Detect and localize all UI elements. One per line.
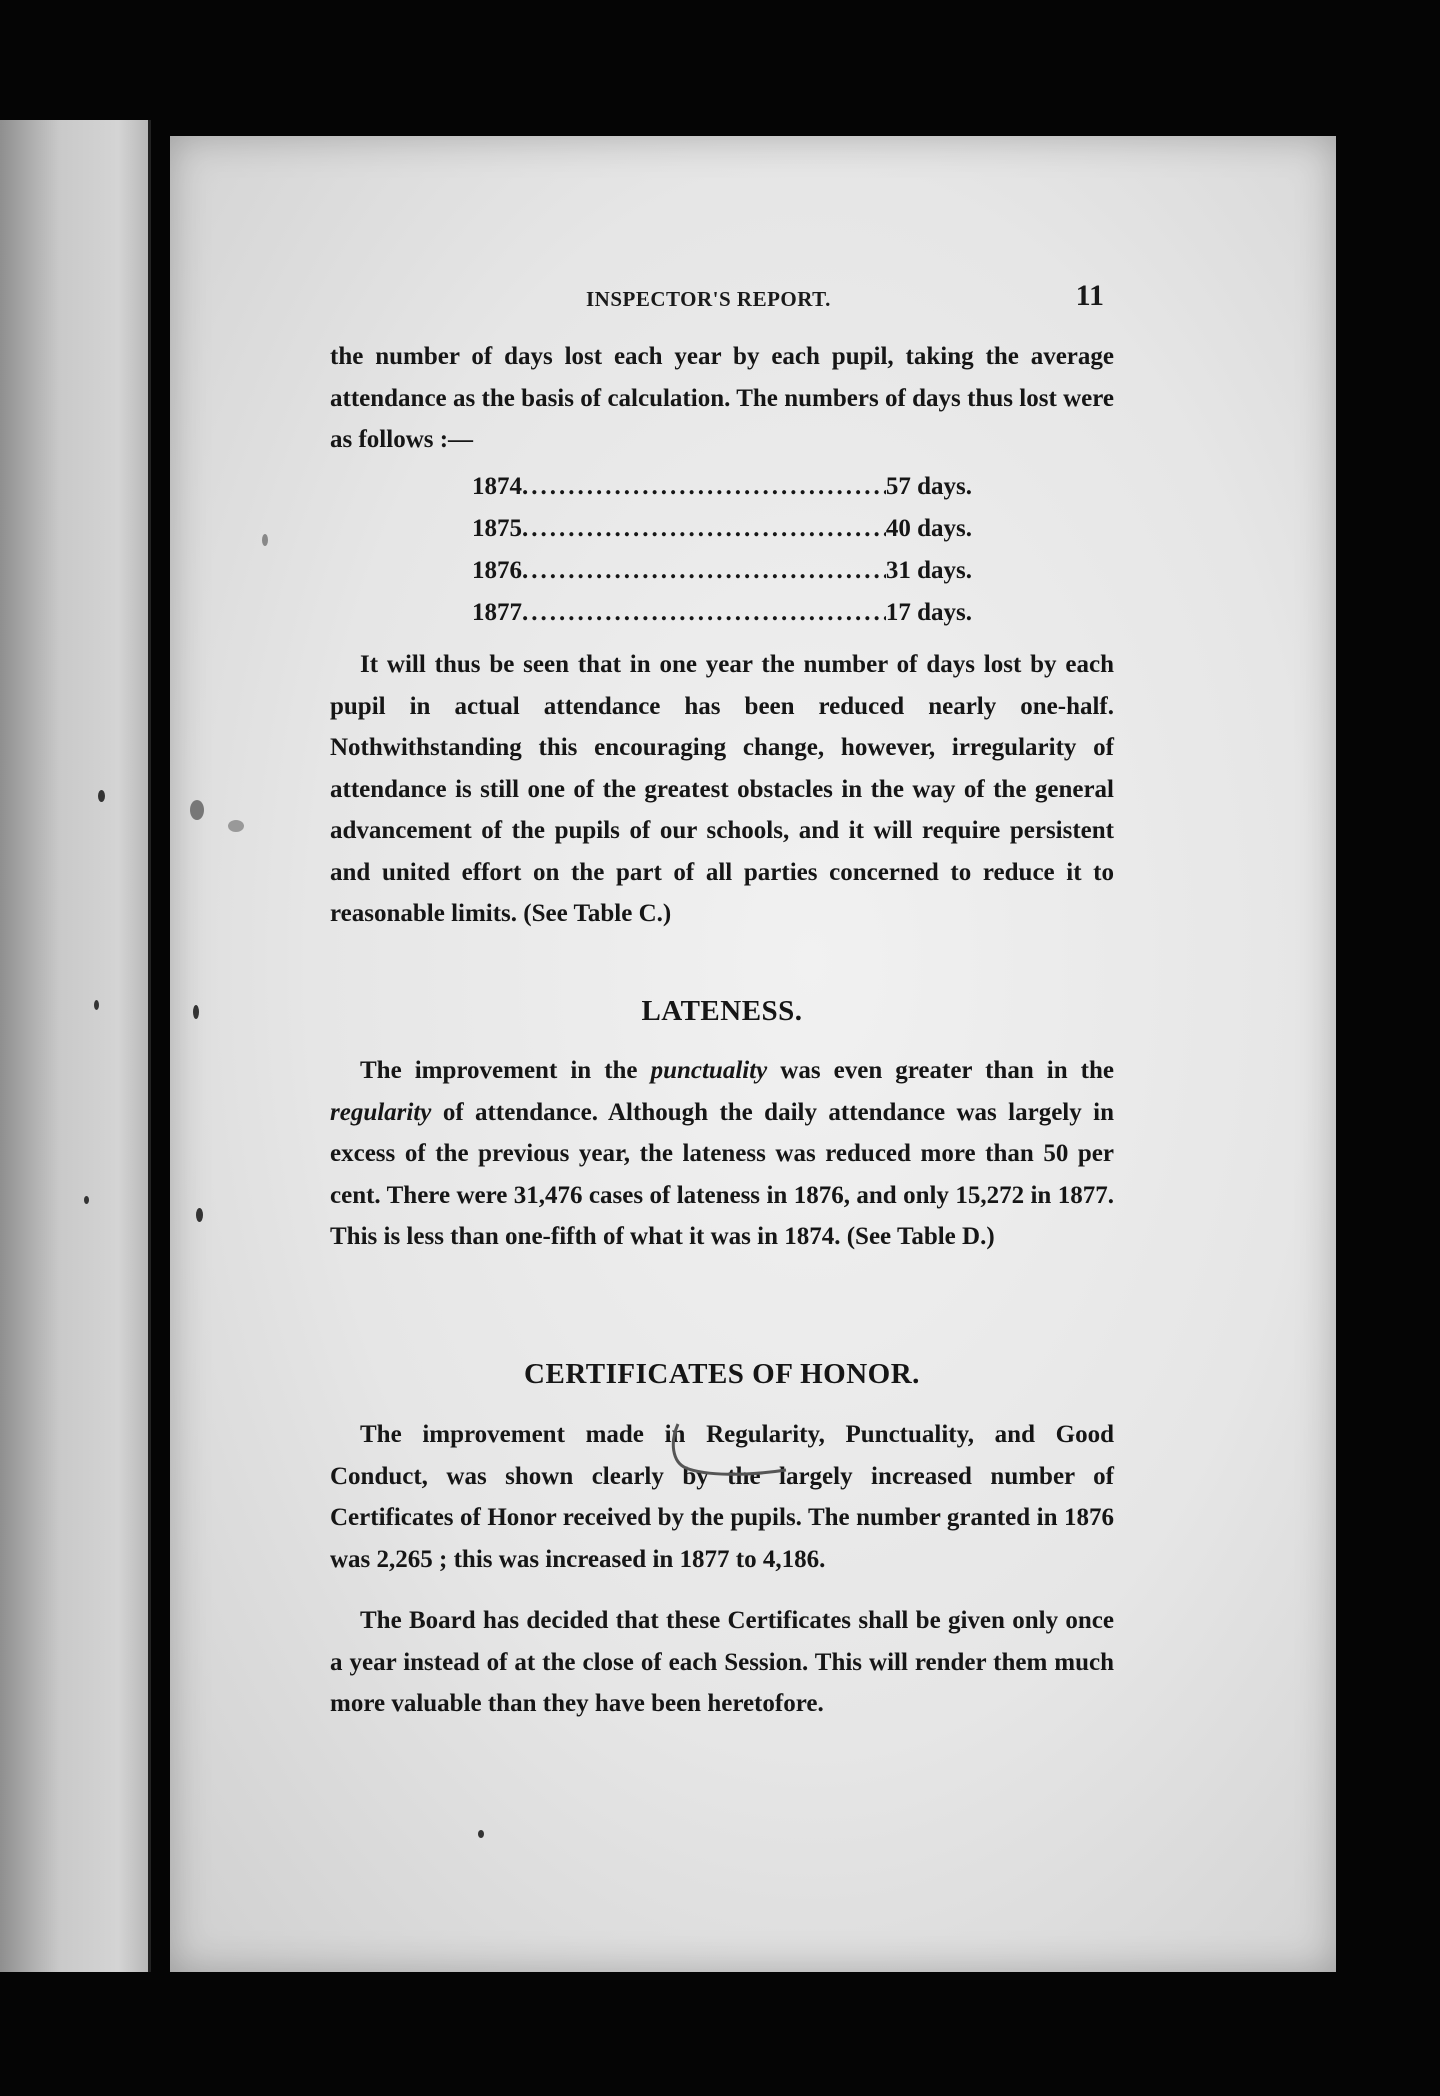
days-lost-value: 17 days. <box>885 599 972 626</box>
page-number: 11 <box>1075 279 1104 312</box>
facing-page-edge <box>0 120 151 1972</box>
margin-speck <box>228 820 244 832</box>
running-title: INSPECTOR'S REPORT. <box>586 287 831 311</box>
certificates-heading: CERTIFICATES OF HONOR. <box>524 1358 920 1390</box>
page-header <box>586 279 1120 323</box>
leader-dots <box>522 466 886 508</box>
lateness-paragraph <box>330 1050 1114 1258</box>
board-paragraph-block <box>330 1600 1114 1725</box>
days-lost-row <box>472 508 972 550</box>
margin-speck <box>196 1208 203 1222</box>
leader-dots <box>522 550 886 592</box>
days-lost-table <box>472 466 972 634</box>
intro-paragraph: the number of days lost each year by each pupil, taking the average attendance as the basis of calculation. The numbers of days thus lost were as follows :— <box>330 343 1114 453</box>
margin-speck <box>262 534 268 546</box>
leader-dots <box>522 508 886 550</box>
days-lost-row <box>472 592 972 634</box>
days-lost-row <box>472 550 972 592</box>
days-lost-year: 1877 <box>472 599 522 626</box>
days-lost-year: 1876 <box>472 557 522 584</box>
punctuality-word: punctuality <box>650 1057 768 1084</box>
margin-speck <box>193 1005 199 1019</box>
attendance-paragraph: It will thus be seen that in one year the number of days lost by each pupil in actual attendance has been reduced nearly one-half. Nothwithstanding this encouraging change, however, irregularity of attendance is still one of the greatest obstacles in the way of the general advancement of the pupils of our schools, and it will require persistent and united effort on the part of all parties concerned to reduce it to reasonable limits. (See Table C.) <box>330 651 1114 927</box>
board-paragraph: The Board has decided that these Certificates shall be given only once a year instead of at the close of each Session. This will render them much more valuable than they have been heretofore. <box>330 1607 1114 1717</box>
lateness-text-start: The improvement in the <box>360 1057 651 1084</box>
lateness-paragraph-block <box>330 1050 1114 1258</box>
margin-speck <box>190 800 204 820</box>
margin-speck <box>84 1196 89 1204</box>
lateness-text-end: of attendance. Although the daily attendance was largely in excess of the previous year, the lateness was reduced more than 50 per cent. There were 31,476 cases of lateness in 1876, and only 15,272 in 1877. This is less than one-fifth of what it was in 1874. (See Table D.) <box>330 1098 1114 1250</box>
days-lost-value: 31 days. <box>885 557 972 584</box>
leader-dots <box>522 592 886 634</box>
lateness-text-mid: was even greater than in the <box>767 1057 1114 1084</box>
days-lost-year: 1875 <box>472 515 522 542</box>
attendance-paragraph-block <box>330 644 1114 935</box>
margin-speck <box>98 790 105 802</box>
pen-mark <box>656 1418 816 1488</box>
lateness-heading: LATENESS. <box>641 995 803 1027</box>
certificates-paragraph: The improvement made in Regularity, Punctuality, and Good Conduct, was shown clearly by the largely increased number of Certificates of Honor received by the pupils. The number granted in 1876 was 2,265 ; this was increased in 1877 to 4,186. <box>330 1421 1114 1573</box>
days-lost-value: 40 days. <box>885 515 972 542</box>
days-lost-value: 57 days. <box>885 473 972 500</box>
days-lost-row <box>472 466 972 508</box>
days-lost-year: 1874 <box>472 473 522 500</box>
regularity-word: regularity <box>330 1098 432 1126</box>
intro-paragraph-block <box>330 336 1114 461</box>
margin-speck <box>478 1830 484 1838</box>
margin-speck <box>94 1000 99 1010</box>
